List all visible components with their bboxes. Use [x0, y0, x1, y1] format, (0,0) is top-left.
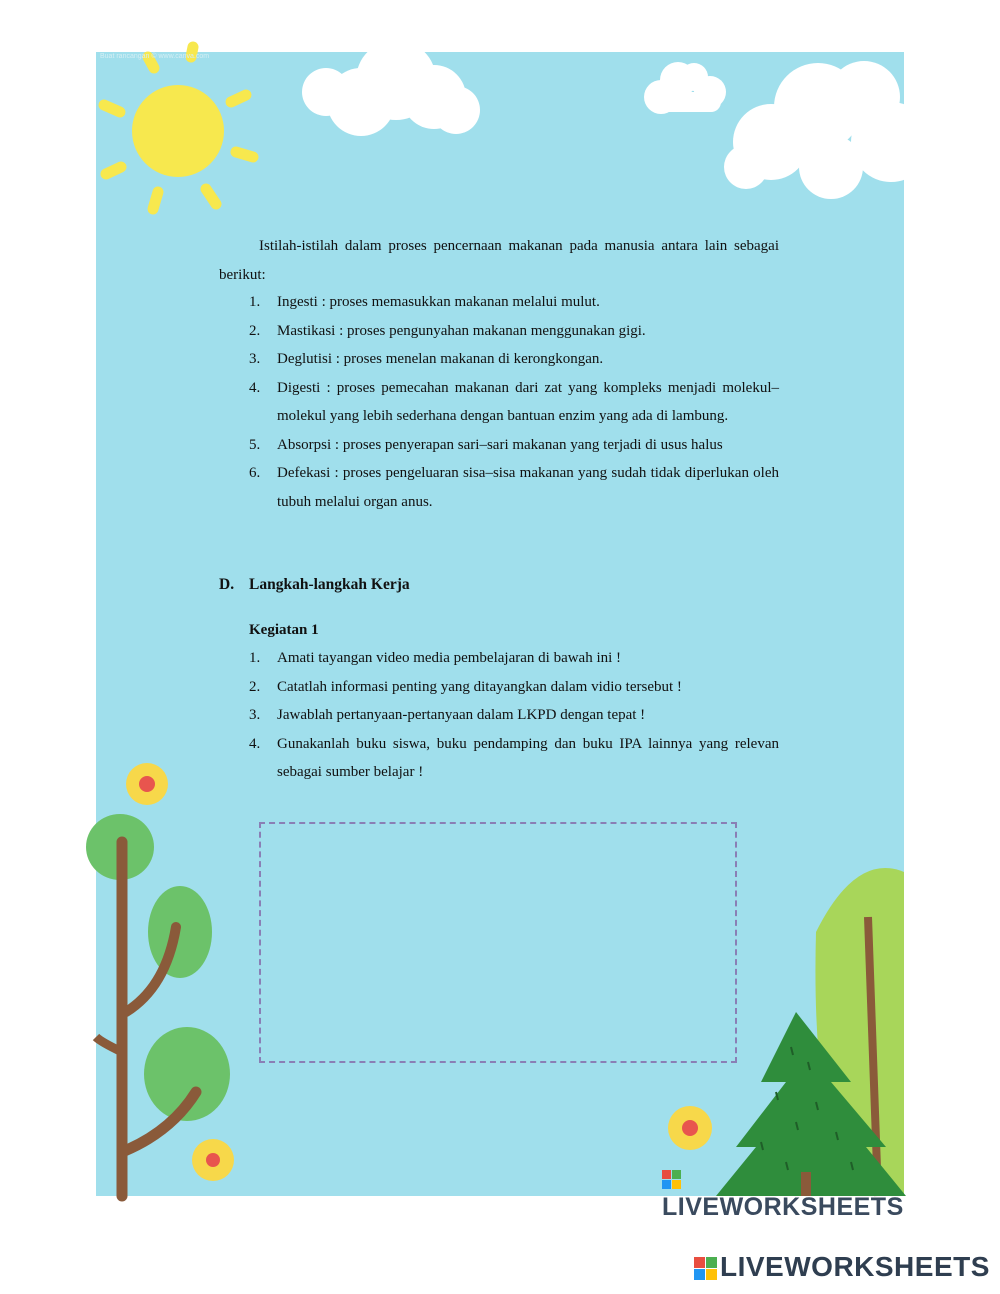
list-item: 5. Absorpsi : proses penyerapan sari–sari makanan yang terjadi di usus halus	[249, 436, 723, 453]
list-item: 4. Digesti : proses pemecahan makanan dari zat yang kompleks menjadi molekul–molekul yang lebih sederhana dengan bantuan enzim yang ada di lambung.	[249, 379, 779, 424]
canva-credit: Buat rancangan © www.canva.com	[100, 53, 210, 60]
liveworksheets-logo-icon	[662, 1170, 681, 1189]
liveworksheets-watermark: LIVEWORKSHEETS	[662, 1164, 904, 1222]
liveworksheets-logo-icon	[694, 1257, 717, 1280]
sun-illustration	[104, 47, 253, 209]
worksheet-page	[96, 52, 904, 1221]
left-tree-illustration	[86, 814, 230, 1196]
list-item: 3. Deglutisi : proses menelan makanan di kerongkongan.	[249, 351, 604, 367]
clouds	[302, 40, 931, 199]
activity-heading: Kegiatan 1	[249, 622, 319, 638]
intro-paragraph: Istilah-istilah dalam proses pencernaan makanan pada manusia antara lain sebagai berikut:	[219, 238, 779, 283]
section-heading	[219, 571, 410, 599]
list-item: 1. Amati tayangan video media pembelajaran di bawah ini !	[249, 650, 622, 666]
steps-list	[219, 644, 779, 787]
list-item: 6. Defekasi : proses pengeluaran sisa–sisa makanan yang sudah tidak diperlukan oleh tubuh melalui organ anus.	[249, 465, 779, 510]
liveworksheets-footer-logo[interactable]: LIVEWORKSHEETS	[694, 1251, 990, 1283]
list-item: 2. Catatlah informasi penting yang ditayangkan dalam vidio tersebut !	[249, 678, 682, 695]
section-title: Langkah-langkah Kerja	[249, 576, 410, 593]
terms-list	[219, 288, 779, 516]
video-placeholder-box[interactable]	[259, 822, 737, 1063]
list-item: 1. Ingesti : proses memasukkan makanan melalui mulut.	[249, 294, 600, 310]
section-letter: D.	[219, 576, 235, 593]
list-item: 2. Mastikasi : proses pengunyahan makanan menggunakan gigi.	[249, 322, 646, 339]
list-item: 4. Gunakanlah buku siswa, buku pendamping dan buku IPA lainnya yang relevan sebagai sumber belajar !	[249, 735, 779, 780]
list-item: 3. Jawablah pertanyaan-pertanyaan dalam LKPD dengan tepat !	[249, 707, 646, 723]
